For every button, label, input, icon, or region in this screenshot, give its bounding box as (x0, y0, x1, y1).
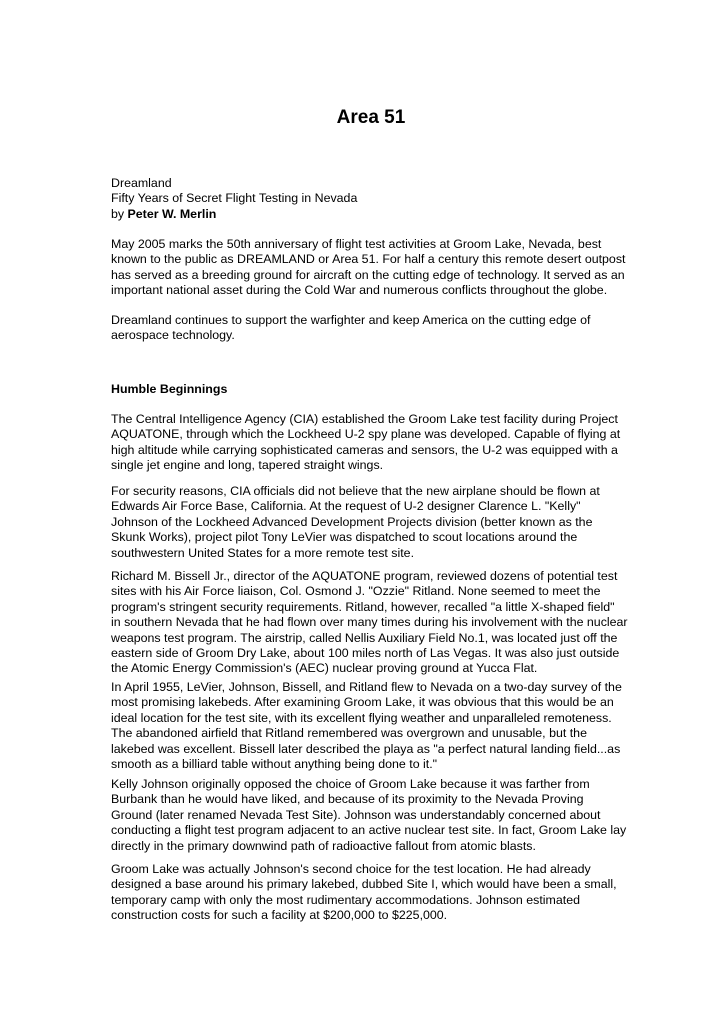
intro-paragraph (111, 237, 625, 299)
text-line: important national asset during the Cold War and numerous conflicts throughout the globe. (111, 283, 608, 298)
text-line: For security reasons, CIA officials did not believe that the new airplane should be flown at (111, 484, 600, 498)
text-line: ideal location for the test site, with its excellent flying weather and unparalleled remoteness. (111, 710, 612, 725)
text-line: Ground (later renamed Nevada Test Site). Johnson was understandably concerned about (111, 807, 601, 822)
intro-paragraph-2 (111, 313, 590, 344)
subtitle-line: Fifty Years of Secret Flight Testing in Nevada (111, 191, 358, 206)
text-line: construction costs for such a facility at $200,000 to $225,000. (111, 908, 448, 923)
document-subtitle (111, 176, 357, 222)
text-line: high altitude while carrying sophisticated cameras and sensors, the U-2 was equipped with a (111, 442, 618, 457)
text-line: designed a base around his primary lakebed, dubbed Site I, which would have been a small, (111, 877, 617, 892)
document-title: Area 51 (336, 107, 406, 128)
text-line: Edwards Air Force Base, California. At the request of U-2 designer Clarence L. "Kelly" (111, 499, 581, 514)
text-line: directly in the primary downwind path of radioactive fallout from atomic blasts. (111, 838, 536, 853)
body-paragraph (111, 680, 622, 772)
text-line: Richard M. Bissell Jr., director of the AQUATONE program, reviewed dozens of potential test (111, 569, 618, 583)
section-heading: Humble Beginnings (111, 382, 228, 396)
text-line: temporary camp with only the most rudimentary accommodations. Johnson estimated (111, 892, 580, 907)
body-paragraph (111, 569, 628, 677)
body-paragraph (111, 412, 620, 474)
text-line: conducting a flight test program adjacent to an active nuclear test site. In fact, Groom Lake lay (111, 823, 627, 838)
text-line: most promising lakebeds. After examining Groom Lake, it was obvious that this would be an (111, 695, 614, 710)
byline (111, 207, 357, 222)
body-paragraph (111, 484, 600, 561)
text-line: AQUATONE, through which the Lockheed U-2 spy plane was developed. Capable of flying at (111, 427, 621, 442)
text-line: smooth as a billiard table without anything being done to it." (111, 757, 438, 772)
text-line: the Atomic Energy Commission's (AEC) nuclear proving ground at Yucca Flat. (111, 661, 538, 676)
text-line: single jet engine and long, tapered straight wings. (111, 458, 384, 473)
text-line: In April 1955, LeVier, Johnson, Bissell, and Ritland flew to Nevada on a two-day survey of the (111, 680, 622, 694)
text-line: aerospace technology. (111, 328, 235, 343)
text-line: Burbank than he would have liked, and because of its proximity to the Nevada Proving (111, 792, 584, 807)
text-line: Kelly Johnson originally opposed the choice of Groom Lake because it was farther from (111, 777, 590, 791)
text-line: Johnson of the Lockheed Advanced Development Projects division (better known as the (111, 514, 593, 529)
text-line: has served as a breeding ground for aircraft on the cutting edge of technology. It served as an (111, 267, 625, 282)
text-line: The Central Intelligence Agency (CIA) established the Groom Lake test facility during Project (111, 412, 618, 426)
subtitle-line: Dreamland (111, 176, 172, 190)
text-line: program's stringent security requirements. Ritland, however, recalled "a little X-shaped field" (111, 599, 615, 614)
text-line: sites with his Air Force liaison, Col. Osmond J. "Ozzie" Ritland. None seemed to meet the (111, 584, 601, 599)
text-line: in southern Nevada that he had flown over many times during his involvement with the nuclear (111, 615, 628, 630)
text-line: eastern side of Groom Dry Lake, about 100 miles north of Las Vegas. It was also just outside (111, 646, 620, 661)
body-paragraph (111, 777, 626, 854)
text-line: southwestern United States for a more remote test site. (111, 545, 415, 560)
text-line: weapons test program. The airstrip, called Nellis Auxiliary Field No.1, was located just off the (111, 630, 618, 645)
author-name: Peter W. Merlin (127, 206, 217, 221)
text-line: May 2005 marks the 50th anniversary of flight test activities at Groom Lake, Nevada, best (111, 237, 602, 251)
body-paragraph (111, 862, 617, 924)
text-line: known to the public as DREAMLAND or Area 51. For half a century this remote desert outpost (111, 252, 626, 267)
text-line: Groom Lake was actually Johnson's second choice for the test location. He had already (111, 862, 591, 876)
text-line: The abandoned airfield that Ritland remembered was overgrown and unusable, but the (111, 726, 587, 741)
by-label: by (111, 206, 128, 221)
text-line: Skunk Works), project pilot Tony LeVier was dispatched to scout locations around the (111, 530, 578, 545)
text-line: lakebed was excellent. Bissell later described the playa as "a perfect natural landing field...as (111, 741, 621, 756)
text-line: Dreamland continues to support the warfighter and keep America on the cutting edge of (111, 313, 591, 327)
